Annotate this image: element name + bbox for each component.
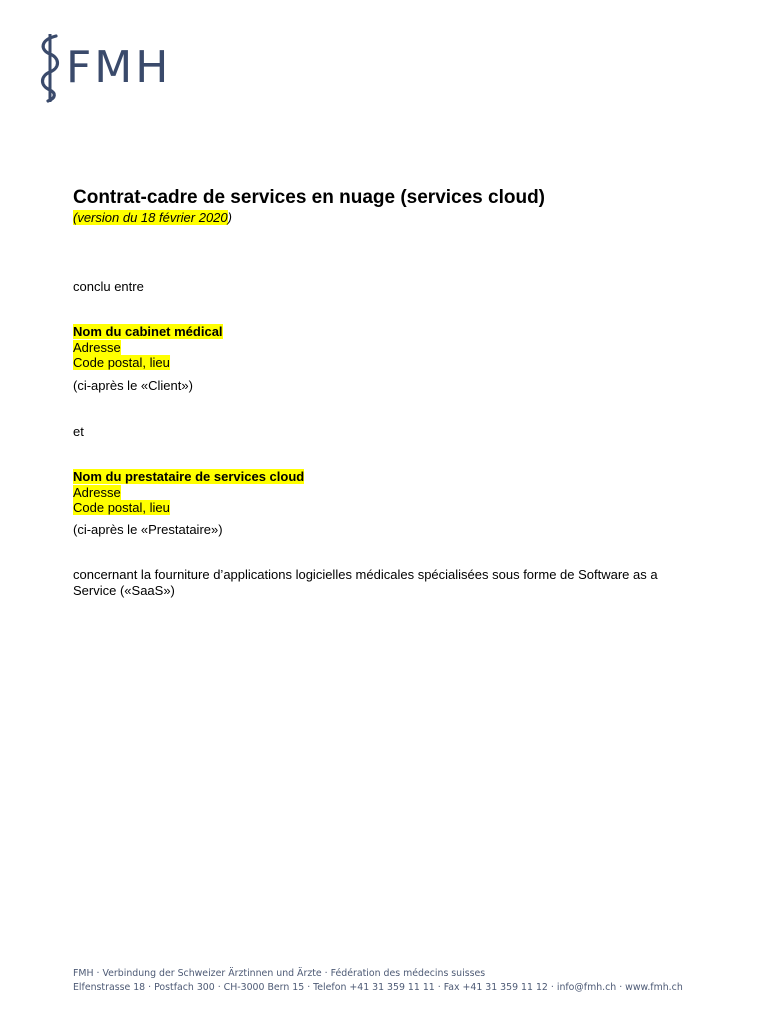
footer-line-2: Elfenstrasse 18 · Postfach 300 · CH-3000 Bern 15 · Telefon +41 31 359 11 11 · Fax +41 31 359 11 12 · info@fmh.ch · www.fmh.ch xyxy=(73,982,683,993)
client-name: Nom du cabinet médical xyxy=(73,324,223,339)
client-address: Adresse xyxy=(73,339,121,355)
provider-address: Adresse xyxy=(73,484,121,500)
client-postal: Code postal, lieu xyxy=(73,355,170,370)
concerning-paragraph xyxy=(73,567,733,598)
concluded-between: conclu entre xyxy=(73,279,144,294)
footer-line-1: FMH · Verbindung der Schweizer Ärztinnen und Ärzte · Fédération des médecins suisses xyxy=(73,968,486,979)
and-text: et xyxy=(73,424,84,439)
provider-postal: Code postal, lieu xyxy=(73,500,170,515)
document-header xyxy=(73,186,723,226)
concerning-line-2: Service («SaaS») xyxy=(73,582,175,598)
version-close: ) xyxy=(227,210,232,225)
logo-text: FMH xyxy=(66,42,172,93)
document-version xyxy=(73,210,723,226)
fmh-logo xyxy=(38,32,171,104)
document-title: Contrat-cadre de services en nuage (services cloud) xyxy=(73,187,546,208)
provider-block xyxy=(73,469,733,516)
provider-name: Nom du prestataire de services cloud xyxy=(73,469,305,484)
client-designation: (ci-après le «Client») xyxy=(73,378,193,393)
version-text: (version du 18 février 2020 xyxy=(73,210,228,225)
concerning-line-1: concernant la fourniture d’applications logicielles médicales spécialisées sous forme de Software as a xyxy=(73,567,658,582)
provider-designation: (ci-après le «Prestataire») xyxy=(73,522,223,537)
asclepius-staff-icon xyxy=(38,32,62,104)
page-footer xyxy=(73,967,733,995)
client-block xyxy=(73,324,733,371)
